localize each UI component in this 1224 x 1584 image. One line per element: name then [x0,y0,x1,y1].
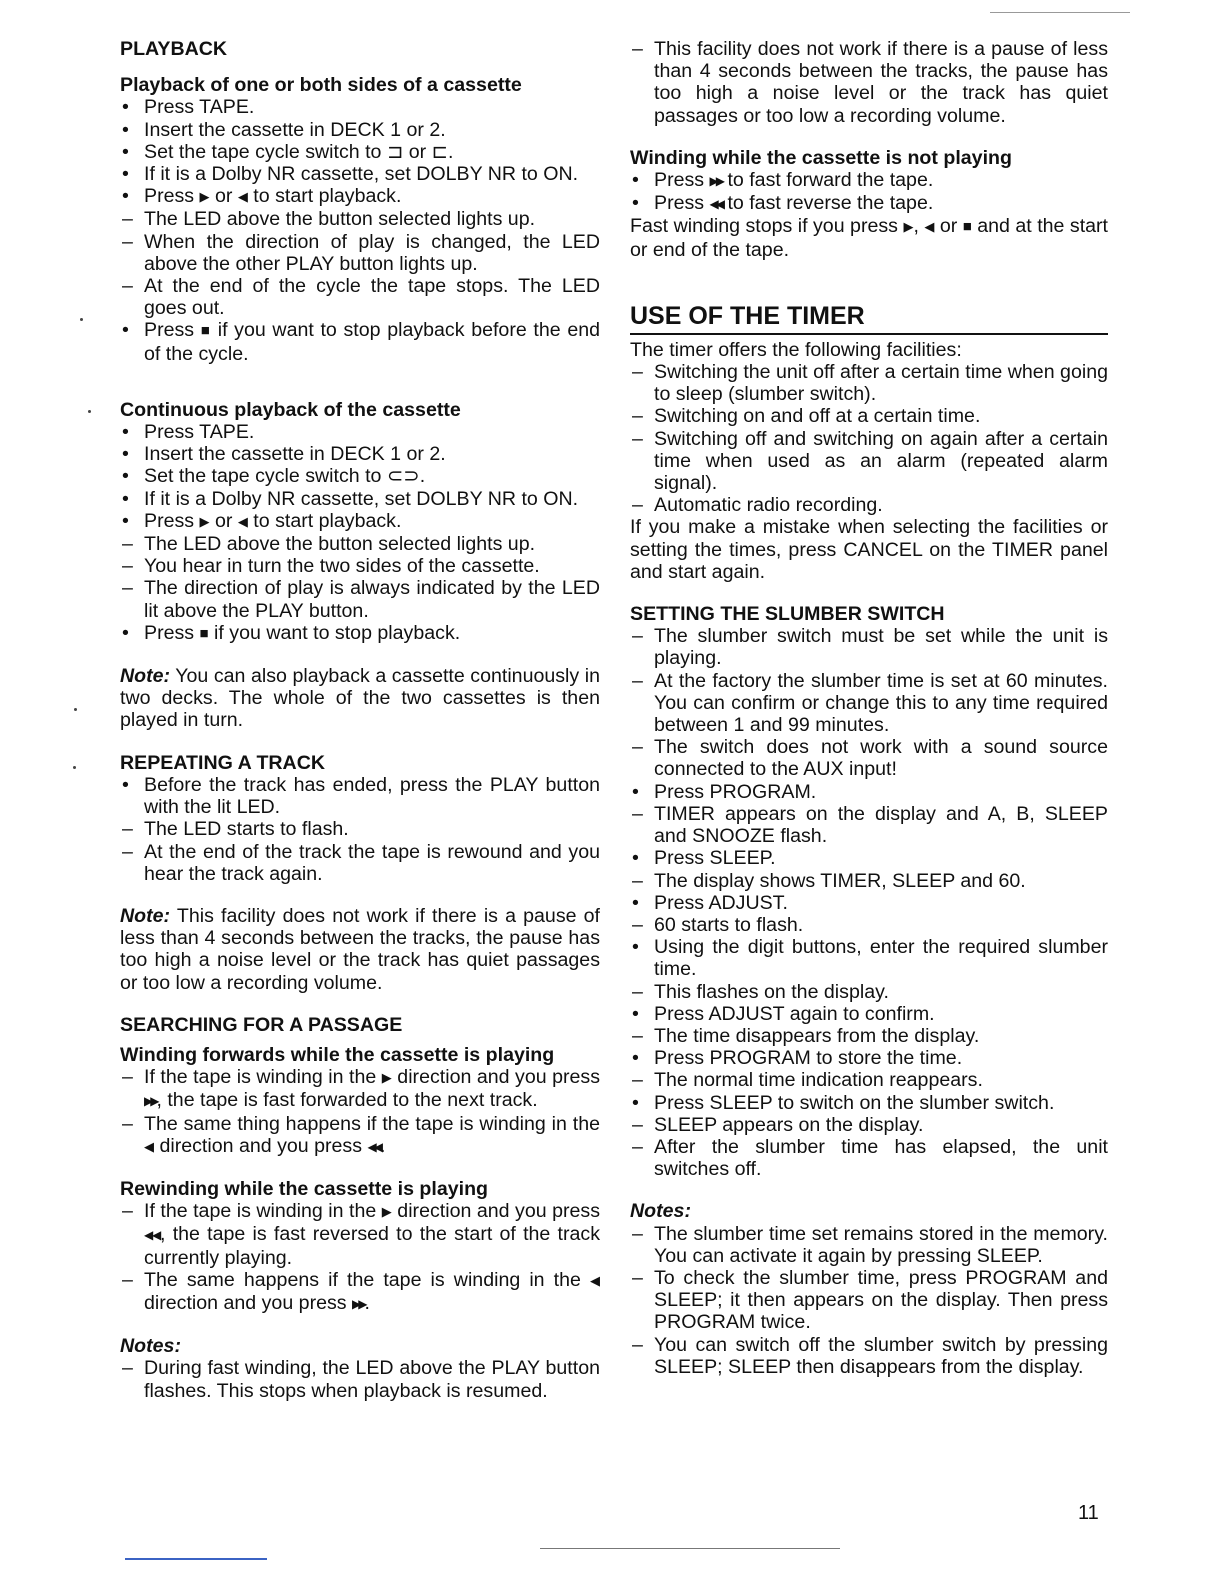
scan-mark-bottom [540,1548,840,1549]
play-forward-icon [382,1066,392,1088]
timer-intro: The timer offers the following facilities: [630,338,962,361]
notes-label: Notes: [120,1335,181,1358]
page-number: 11 [1078,1502,1099,1524]
play-forward-icon [903,215,913,237]
list-item: • Press SLEEP. [630,847,1108,869]
list-item: • Press ▶ or ◀ to start playback. [120,185,600,208]
list-item: – The time disappears from the display. [630,1025,1108,1047]
list-item: – The same thing happens if the tape is winding in the ◀ direction and you press ◀◀ . [120,1113,600,1158]
list-item: – The LED above the button selected lights up. [120,533,600,555]
play-forward-icon [382,1200,392,1222]
list-item: • Before the track has ended, press the PLAY button with the lit LED. [120,774,600,818]
play-forward-icon [200,185,210,207]
heading-repeating-track: REPEATING A TRACK [120,751,326,774]
list-item: – Switching on and off at a certain time. [630,405,1108,427]
list-item: – When the direction of play is changed, the LED above the other PLAY button lights up. [120,231,600,275]
heading-continuous-playback: Continuous playback of the cassette [120,398,461,421]
right-column [630,38,1108,1378]
list-item: – After the slumber time has elapsed, the unit switches off. [630,1136,1108,1180]
scan-mark-top [990,12,1130,13]
list-item: – During fast winding, the LED above the PLAY button flashes. This stops when playback is resumed. [120,1357,600,1401]
note-repeat-facility: Note: This facility does not work if there is a pause of less than 4 seconds between the tracks, the pause has too high a noise level or the track has quiet passages or too low a recording volume. [120,904,600,994]
list-item: – The slumber time set remains stored in the memory. You can activate it again by pressing SLEEP. [630,1223,1108,1267]
list-item: • Press ■ if you want to stop playback. [120,622,600,645]
list-item: • If it is a Dolby NR cassette, set DOLBY NR to ON. [120,488,600,510]
play-reverse-icon [238,510,248,532]
fast-forward-icon [352,1292,364,1314]
list-item: – SLEEP appears on the display. [630,1114,1108,1136]
section-title-timer: USE OF THE TIMER [630,301,1108,335]
rewind-icon [710,192,722,214]
fast-winding-paragraph: Fast winding stops if you press ▶ , ◀ or ■ and at the start or end of the tape. [630,215,1108,260]
fast-forward-icon [710,169,722,191]
heading-winding-forwards: Winding forwards while the cassette is playing [120,1043,555,1066]
list-item: • Set the tape cycle switch to ⊂⊃. [120,465,600,487]
list-item: – 60 starts to flash. [630,914,1108,936]
list-item: – TIMER appears on the display and A, B, SLEEP and SNOOZE flash. [630,803,1108,847]
list-item: – The normal time indication reappears. [630,1069,1108,1091]
list-item: • Press TAPE. [120,421,600,443]
heading-winding-not-playing: Winding while the cassette is not playing [630,146,1012,169]
list-item: – This facility does not work if there is a pause of less than 4 seconds between the tracks, the pause has too high a noise level or the track has quiet passages or too low a recording volume. [630,38,1108,127]
heading-searching-passage: SEARCHING FOR A PASSAGE [120,1013,403,1036]
list-item: • Press ■ if you want to stop playback before the end of the cycle. [120,319,600,364]
tape-cycle-both-sides-icon: ⊏ [431,140,449,163]
list-item: – If the tape is winding in the ▶ direction and you press ◀◀ , the tape is fast reversed to the start of the track currently playing. [120,1200,600,1269]
scan-dot [88,410,91,413]
list-item: – If the tape is winding in the ▶ direction and you press ▶▶ , the tape is fast forwarded to the next track. [120,1066,600,1112]
list-item: – Switching off and switching on again after a certain time when used as an alarm (repeated alarm signal). [630,428,1108,495]
list-item: – You can switch off the slumber switch by pressing SLEEP; SLEEP then disappears from the display. [630,1334,1108,1378]
left-column [120,38,600,1402]
heading-rewinding: Rewinding while the cassette is playing [120,1177,489,1200]
list-item: – The LED above the button selected lights up. [120,208,600,230]
heading-playback-one-both: Playback of one or both sides of a cassette [120,74,522,97]
fast-forward-icon [144,1089,156,1111]
list-item: – The display shows TIMER, SLEEP and 60. [630,870,1108,892]
list-item: – The direction of play is always indicated by the LED lit above the PLAY button. [120,577,600,621]
stop-icon [963,215,972,237]
play-forward-icon [200,510,210,532]
rewind-icon [367,1135,379,1157]
list-item: – The switch does not work with a sound source connected to the AUX input! [630,736,1108,780]
list-item: – You hear in turn the two sides of the cassette. [120,555,600,577]
notes-label: Notes: [630,1200,691,1223]
rewind-icon [144,1223,160,1245]
list-item: – The same happens if the tape is winding in the ◀ direction and you press ▶▶ . [120,1269,600,1315]
list-item: • Press ▶ or ◀ to start playback. [120,510,600,533]
list-item: – Switching the unit off after a certain time when going to sleep (slumber switch). [630,361,1108,405]
stop-icon [201,319,211,341]
list-item: • Using the digit buttons, enter the required slumber time. [630,936,1108,980]
list-item: • Insert the cassette in DECK 1 or 2. [120,119,600,141]
list-item: • Press SLEEP to switch on the slumber switch. [630,1092,1108,1114]
play-reverse-icon [590,1269,600,1291]
play-reverse-icon [238,185,248,207]
play-reverse-icon [924,215,934,237]
list-item: • Press ADJUST again to confirm. [630,1003,1108,1025]
section-title-playback: PLAYBACK [120,38,228,60]
list-item: – At the end of the track the tape is rewound and you hear the track again. [120,841,600,885]
list-item: – The LED starts to flash. [120,818,600,840]
stop-icon [200,622,209,644]
list-item: • Press ADJUST. [630,892,1108,914]
timer-mistake-paragraph: If you make a mistake when selecting the facilities or setting the times, press CANCEL on the TIMER panel and start again. [630,516,1108,583]
list-item: • Press PROGRAM to store the time. [630,1047,1108,1069]
scan-mark-bottom-left [125,1558,267,1560]
list-item: • Insert the cassette in DECK 1 or 2. [120,443,600,465]
list-item: • Press TAPE. [120,96,600,118]
list-item: – At the end of the cycle the tape stops. The LED goes out. [120,275,600,319]
note-continuous-decks: Note: You can also playback a cassette continuously in two decks. The whole of the two cassettes is then played in turn. [120,665,600,732]
list-item: – The slumber switch must be set while the unit is playing. [630,625,1108,669]
play-reverse-icon [144,1135,154,1157]
list-item: – Automatic radio recording. [630,494,1108,516]
list-item: • Set the tape cycle switch to ⊐ or ⊏. [120,141,600,163]
scan-dot [80,318,83,321]
tape-cycle-continuous-icon: ⊂⊃ [386,465,420,488]
scan-dot [74,708,77,711]
tape-cycle-one-side-icon: ⊐ [386,140,404,163]
list-item: • Press PROGRAM. [630,781,1108,803]
list-item: • If it is a Dolby NR cassette, set DOLBY NR to ON. [120,163,600,185]
scan-dot [73,766,76,769]
heading-slumber-switch: SETTING THE SLUMBER SWITCH [630,603,945,626]
list-item: • Press ◀◀ to fast reverse the tape. [630,192,1108,215]
list-item: – To check the slumber time, press PROGRAM and SLEEP; it then appears on the display. Then press PROGRAM twice. [630,1267,1108,1334]
list-item: – This flashes on the display. [630,981,1108,1003]
list-item: • Press ▶▶ to fast forward the tape. [630,169,1108,192]
list-item: – At the factory the slumber time is set at 60 minutes. You can confirm or change this to any time required between 1 and 99 minutes. [630,670,1108,737]
